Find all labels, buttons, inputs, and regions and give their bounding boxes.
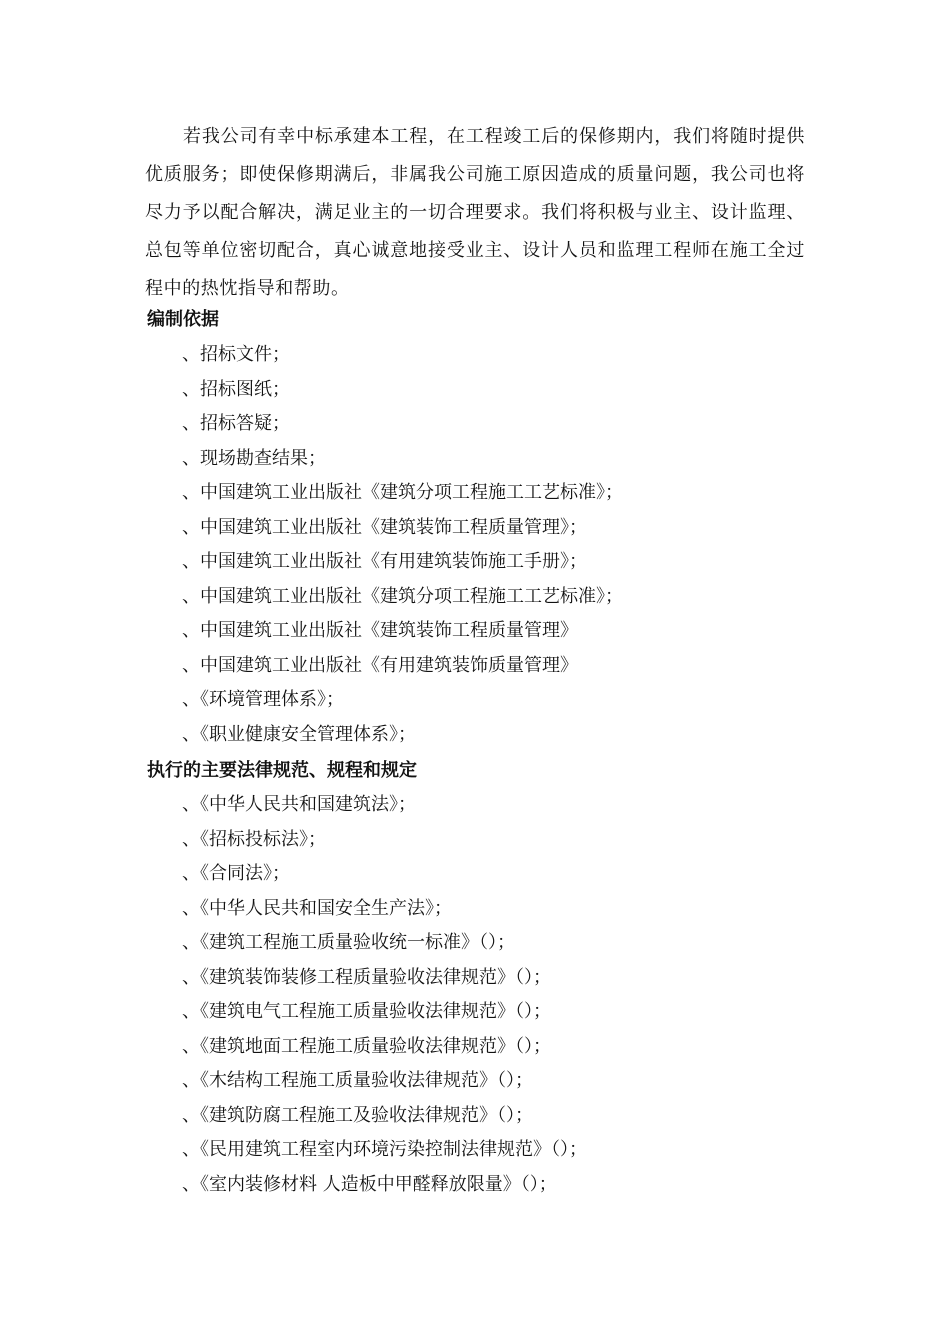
list-item: 、中国建筑工业出版社《建筑分项工程施工工艺标准》；: [182, 585, 623, 607]
list-item: 、《建筑装饰装修工程质量验收法律规范》（）；: [182, 966, 551, 988]
list-item: 、招标答疑；: [182, 413, 290, 434]
list-item: 、《职业健康安全管理体系》；: [182, 723, 416, 745]
list-item: 、《建筑电气工程施工质量验收法律规范》（）；: [182, 1001, 551, 1022]
basis-list: [182, 343, 623, 757]
list-item: 、中国建筑工业出版社《有用建筑装饰质量管理》: [182, 654, 578, 676]
list-item: 、中国建筑工业出版社《有用建筑装饰施工手册》；: [182, 551, 587, 572]
list-item: 、《招标投标法》；: [182, 828, 326, 850]
list-item: 、《建筑工程施工质量验收统一标准》（）；: [182, 932, 515, 953]
list-item: 、中国建筑工业出版社《建筑装饰工程质量管理》: [182, 620, 578, 641]
list-item: 、《室内装修材料 人造板中甲醛释放限量》（）；: [182, 1173, 557, 1195]
list-item: 、《建筑防腐工程施工及验收法律规范》（）；: [182, 1104, 533, 1126]
list-item: 、《木结构工程施工质量验收法律规范》（）；: [182, 1070, 533, 1091]
list-item: 、《环境管理体系》；: [182, 689, 344, 710]
list-item: 、《中华人民共和国安全生产法》；: [182, 897, 452, 919]
section-title-basis: 编制依据: [147, 309, 219, 330]
list-item: 、《建筑地面工程施工质量验收法律规范》（）；: [182, 1035, 551, 1057]
laws-list: [182, 793, 587, 1207]
list-item: 、《合同法》；: [182, 863, 290, 884]
list-item: 、现场勘查结果；: [182, 447, 326, 469]
intro-paragraph: 若我公司有幸中标承建本工程，在工程竣工后的保修期内，我们将随时提供优质服务；即使保修期满后，非属我公司施工原因造成的质量问题，我公司也将尽力予以配合解决，满足业主的一切合理要求。我们将积极与业主、设计监理、总包等单位密切配合，真心诚意地接受业主、设计人员和监理工程师在施工全过程中的热忱指导和帮助。: [145, 126, 805, 299]
list-item: 、《民用建筑工程室内环境污染控制法律规范》（）；: [182, 1139, 587, 1160]
list-item: 、《中华人民共和国建筑法》；: [182, 794, 416, 815]
list-item: 、招标图纸；: [182, 378, 290, 400]
list-item: 、中国建筑工业出版社《建筑装饰工程质量管理》；: [182, 516, 587, 538]
list-item: 、招标文件；: [182, 344, 290, 365]
section-title-laws: 执行的主要法律规范、规程和规定: [147, 760, 417, 781]
list-item: 、中国建筑工业出版社《建筑分项工程施工工艺标准》；: [182, 482, 623, 503]
